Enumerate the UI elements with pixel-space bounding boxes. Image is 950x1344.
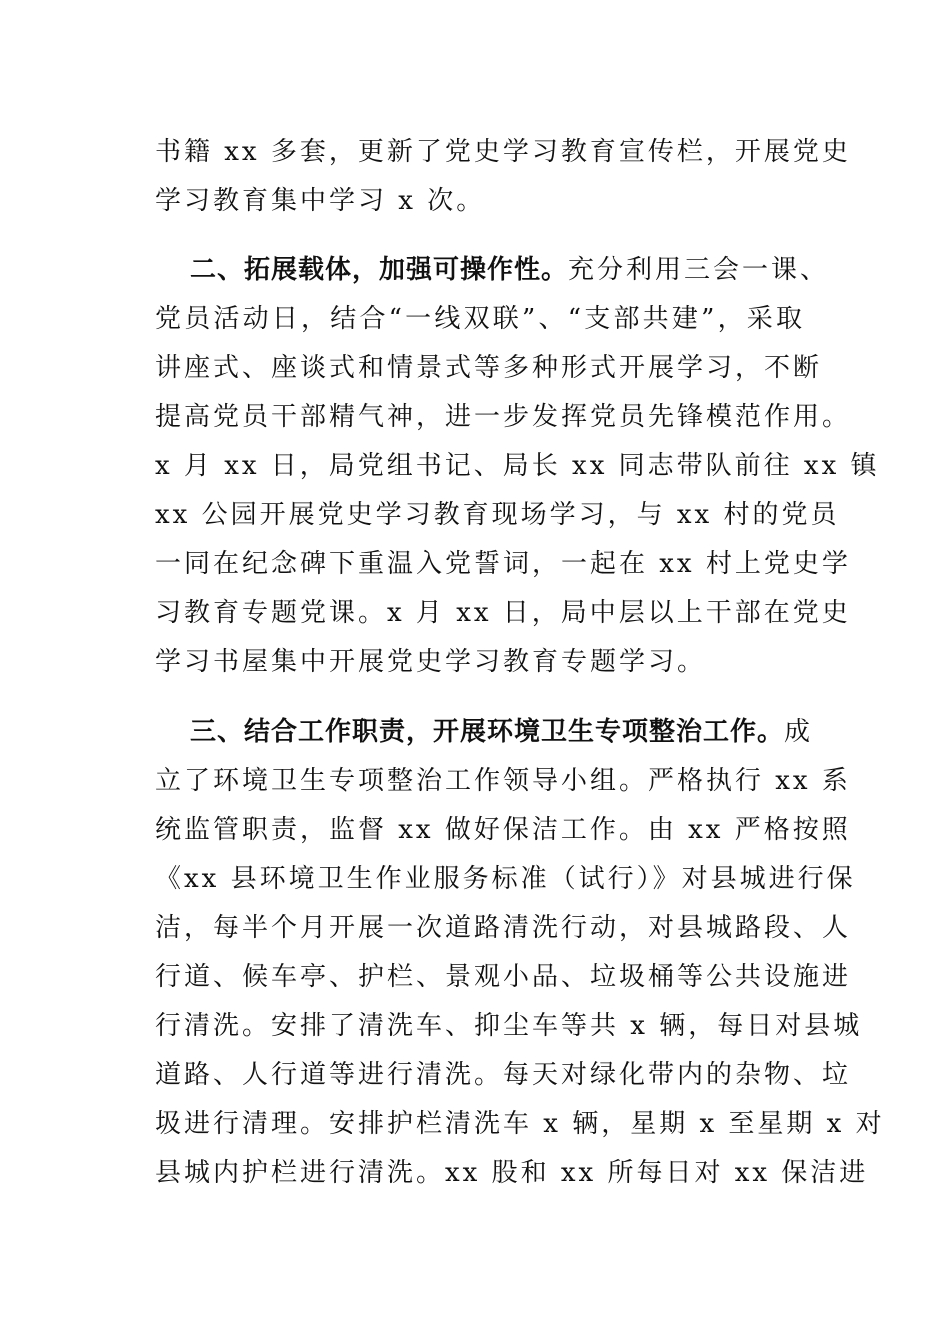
- paragraph-2-line-9: 学习书屋集中开展党史学习教育专题学习。: [155, 647, 707, 677]
- paragraph-1-line-1: 书籍 xx 多套，更新了党史学习教育宣传栏，开展党史: [155, 137, 851, 167]
- paragraph-3-line-11: [155, 1202, 805, 1242]
- paragraph-2-line-7: 一同在纪念碑下重温入党誓词，一起在 xx 村上党史学: [155, 549, 851, 579]
- paragraph-3-line-2: 立了环境卫生专项整治工作领导小组。严格执行 xx 系: [155, 766, 851, 796]
- paragraph-3-line-10: 县城内护栏进行清洗。xx 股和 xx 所每日对 xx 保洁进: [155, 1158, 869, 1188]
- paragraph-3-line-3: 统监管职责，监督 xx 做好保洁工作。由 xx 严格按照: [155, 815, 851, 845]
- section-2-heading: 二、拓展载体，加强可操作性。: [190, 255, 569, 285]
- paragraph-2-text-1: 充分利用三会一课、: [568, 255, 830, 285]
- paragraph-3-line-4: 《xx 县环境卫生作业服务标准（试行）》对县城进行保: [155, 864, 856, 894]
- paragraph-3-line-5: 洁，每半个月开展一次道路清洗行动，对县城路段、人: [155, 913, 852, 943]
- paragraph-2-line-4: 提高党员干部精气神，进一步发挥党员先锋模范作用。: [155, 402, 852, 432]
- paragraph-2-line-3: 讲座式、座谈式和情景式等多种形式开展学习，不断: [155, 353, 823, 383]
- paragraph-2-line-5: x 月 xx 日，局党组书记、局长 xx 同志带队前往 xx 镇: [155, 451, 880, 481]
- paragraph-3-text-1: 成: [784, 717, 814, 747]
- paragraph-2-line-2: 党员活动日，结合“一线双联”、“支部共建”，采取: [155, 304, 805, 334]
- paragraph-3-line-7: 行清洗。安排了清洗车、抑尘车等共 x 辆，每日对县城: [155, 1011, 863, 1041]
- paragraph-3-line-6: 行道、候车亭、护栏、景观小品、垃圾桶等公共设施进: [155, 962, 852, 992]
- paragraph-3-line-8: 道路、人行道等进行清洗。每天对绿化带内的杂物、垃: [155, 1060, 852, 1090]
- paragraph-3-line-9: 圾进行清理。安排护栏清洗车 x 辆，星期 x 至星期 x 对: [155, 1109, 885, 1139]
- paragraph-2-line-6: xx 公园开展党史学习教育现场学习，与 xx 村的党员: [155, 500, 840, 530]
- section-3-heading: 三、结合工作职责，开展环境卫生专项整治工作。: [190, 717, 785, 747]
- paragraph-3-line-1: [190, 712, 814, 752]
- paragraph-2-line-8: 习教育专题党课。x 月 xx 日，局中层以上干部在党史: [155, 598, 851, 628]
- paragraph-2-line-1: [190, 250, 830, 290]
- paragraph-1-line-2: 学习教育集中学习 x 次。: [155, 186, 486, 216]
